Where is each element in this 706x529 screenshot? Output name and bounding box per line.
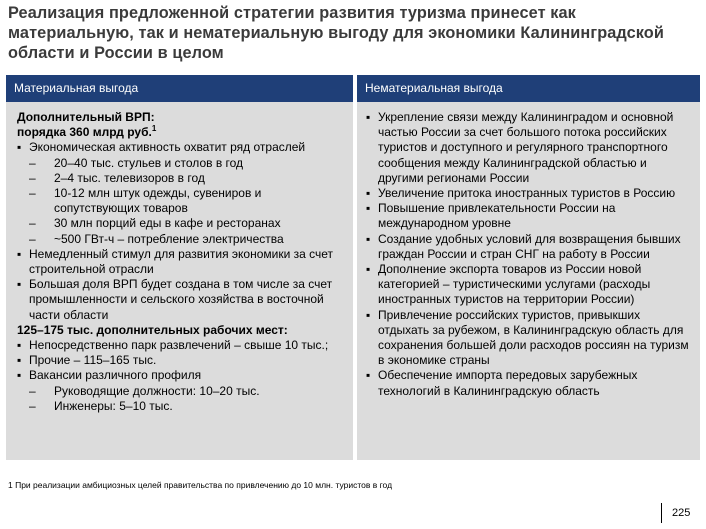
sub-list-item: – Инженеры: 5–10 тыс. — [17, 399, 347, 414]
jobs-list — [17, 338, 347, 414]
list-item: ▪ Дополнение экспорта товаров из России новой категорией – туристическими услугами (расходы иностранных туристов на территории России) — [366, 262, 694, 308]
grp-amount: порядка 360 млрд руб. — [17, 125, 152, 140]
list-item: ▪ Привлечение российских туристов, привыкших отдыхать за рубежом, в Калининградскую область для сохранения большей доли расходов россиян на туризм в экономике страны — [366, 308, 694, 369]
list-item: ▪ Экономическая активность охватит ряд отраслей — [17, 140, 347, 155]
grp-amount-line — [17, 125, 347, 140]
list-item: ▪ Укрепление связи между Калининградом и основной частью России за счет большого потока российских туристов и доступного и регулярного транспортного сообщения между Калининградской областью и другими регионами России — [366, 110, 694, 186]
footnote: 1 При реализации амбициозных целей правительства по привлечению до 10 млн. туристов в год — [8, 480, 393, 490]
grp-footnote-ref: 1 — [151, 124, 157, 134]
nonmaterial-benefit-header: Нематериальная выгода — [357, 75, 700, 102]
list-item: ▪ Увеличение притока иностранных туристов в Россию — [366, 186, 694, 201]
material-benefit-panel — [6, 102, 353, 460]
material-benefit-header: Материальная выгода — [6, 75, 353, 102]
list-item: ▪ Создание удобных условий для возвращения бывших граждан России и стран СНГ на работу в России — [366, 232, 694, 262]
slide-title: Реализация предложенной стратегии развития туризма принесет как материальную, так и нематериальную выгоду для экономики Калининградской области и России в целом — [8, 4, 664, 62]
list-item: ▪ Непосредственно парк развлечений – свыше 10 тыс.; — [17, 338, 347, 353]
sub-list-item: – 2–4 тыс. телевизоров в год — [17, 171, 347, 186]
nonmaterial-list — [366, 110, 694, 399]
sub-list-item: – ~500 ГВт-ч – потребление электричества — [17, 232, 347, 247]
list-item: ▪ Повышение привлекательности России на международном уровне — [366, 201, 694, 231]
nonmaterial-benefit-panel — [357, 102, 700, 460]
sub-list-item: – 10-12 млн штук одежды, сувениров и сопутствующих товаров — [17, 186, 347, 216]
sub-list-item: – 20–40 тыс. стульев и столов в год — [17, 156, 347, 171]
list-item: ▪ Большая доля ВРП будет создана в том числе за счет промышленности и сельского хозяйства в восточной части области — [17, 277, 347, 323]
grp-heading: Дополнительный ВРП: — [17, 110, 155, 124]
page-number: 225 — [661, 503, 690, 523]
list-item: ▪ Обеспечение импорта передовых зарубежных технологий в Калининградскую область — [366, 368, 694, 398]
list-item: ▪ Вакансии различного профиля — [17, 368, 347, 383]
jobs-heading: 125–175 тыс. дополнительных рабочих мест: — [17, 322, 288, 337]
list-item: ▪ Немедленный стимул для развития экономики за счет строительной отрасли — [17, 247, 347, 277]
list-item: ▪ Прочие – 115–165 тыс. — [17, 353, 347, 368]
sub-list-item: – 30 млн порций еды в кафе и ресторанах — [17, 216, 347, 231]
sub-list-item: – Руководящие должности: 10–20 тыс. — [17, 384, 347, 399]
grp-list — [17, 140, 347, 322]
